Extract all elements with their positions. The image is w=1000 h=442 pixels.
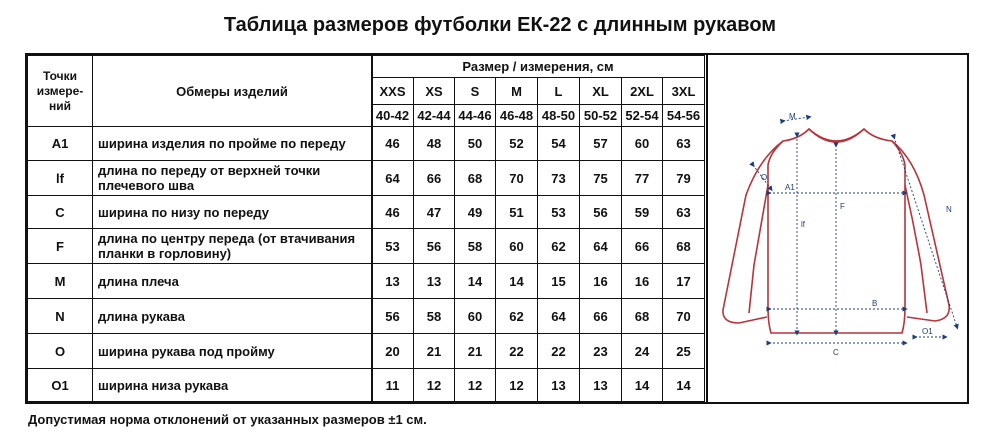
value-cell: 66 <box>622 229 663 264</box>
value-cell: 60 <box>455 299 496 334</box>
tolerance-note: Допустимая норма отклонений от указанных размеров ±1 см. <box>28 412 427 427</box>
value-cell: 46 <box>372 127 414 161</box>
value-cell: 64 <box>538 299 580 334</box>
point-cell: N <box>28 299 93 334</box>
value-cell: 62 <box>496 299 538 334</box>
size-header: L <box>538 78 580 105</box>
value-cell: 68 <box>663 229 705 264</box>
diagram-label-a1: A1 <box>785 183 795 192</box>
value-cell: 66 <box>414 161 455 196</box>
table-row <box>28 299 705 334</box>
value-cell: 12 <box>496 369 538 402</box>
point-cell: O <box>28 334 93 369</box>
value-cell: 13 <box>414 264 455 299</box>
diagram-label-c: C <box>833 348 839 357</box>
value-cell: 73 <box>538 161 580 196</box>
value-cell: 52 <box>496 127 538 161</box>
size-header: 3XL <box>663 78 705 105</box>
shirt-diagram <box>709 55 967 402</box>
diagram-divider <box>706 55 708 402</box>
value-cell: 15 <box>538 264 580 299</box>
point-cell: F <box>28 229 93 264</box>
value-cell: 68 <box>455 161 496 196</box>
value-cell: 59 <box>622 196 663 229</box>
value-cell: 24 <box>622 334 663 369</box>
value-cell: 79 <box>663 161 705 196</box>
measure-cell: ширина рукава под пройму <box>93 334 372 369</box>
value-cell: 64 <box>580 229 622 264</box>
value-cell: 70 <box>496 161 538 196</box>
value-cell: 14 <box>455 264 496 299</box>
value-cell: 46 <box>372 196 414 229</box>
size-header: M <box>496 78 538 105</box>
point-cell: lf <box>28 161 93 196</box>
value-cell: 13 <box>372 264 414 299</box>
value-cell: 12 <box>455 369 496 402</box>
size-range-header: 40-42 <box>372 105 414 127</box>
value-cell: 75 <box>580 161 622 196</box>
size-table <box>27 55 705 402</box>
value-cell: 23 <box>580 334 622 369</box>
point-cell: C <box>28 196 93 229</box>
value-cell: 56 <box>372 299 414 334</box>
table-row <box>28 369 705 402</box>
diagram-label-o: O <box>761 173 768 182</box>
value-cell: 66 <box>580 299 622 334</box>
value-cell: 57 <box>580 127 622 161</box>
value-cell: 25 <box>663 334 705 369</box>
value-cell: 60 <box>496 229 538 264</box>
header-point: Точки измере-ний <box>28 56 93 127</box>
size-range-header: 52-54 <box>622 105 663 127</box>
value-cell: 68 <box>622 299 663 334</box>
size-range-header: 44-46 <box>455 105 496 127</box>
table-divider <box>371 55 373 402</box>
diagram-label-o1: O1 <box>922 327 933 336</box>
size-header: XS <box>414 78 455 105</box>
value-cell: 13 <box>580 369 622 402</box>
value-cell: 16 <box>622 264 663 299</box>
size-header: XXS <box>372 78 414 105</box>
value-cell: 63 <box>663 196 705 229</box>
size-range-header: 54-56 <box>663 105 705 127</box>
diagram-label-n: N <box>946 205 952 214</box>
measure-cell: ширина изделия по пройме по переду <box>93 127 372 161</box>
value-cell: 11 <box>372 369 414 402</box>
value-cell: 63 <box>663 127 705 161</box>
value-cell: 77 <box>622 161 663 196</box>
table-row <box>28 196 705 229</box>
value-cell: 58 <box>455 229 496 264</box>
point-cell: M <box>28 264 93 299</box>
size-header: S <box>455 78 496 105</box>
measure-cell: длина по центру переда (от втачивания планки в горловину) <box>93 229 372 264</box>
diagram-label-b: B <box>872 299 878 308</box>
measure-cell: ширина низа рукава <box>93 369 372 402</box>
diagram-label-m: M <box>789 112 796 121</box>
value-cell: 53 <box>372 229 414 264</box>
value-cell: 54 <box>538 127 580 161</box>
size-range-header: 50-52 <box>580 105 622 127</box>
value-cell: 13 <box>538 369 580 402</box>
size-range-header: 42-44 <box>414 105 455 127</box>
point-cell: O1 <box>28 369 93 402</box>
value-cell: 50 <box>455 127 496 161</box>
table-row <box>28 127 705 161</box>
value-cell: 16 <box>580 264 622 299</box>
size-range-header: 46-48 <box>496 105 538 127</box>
value-cell: 21 <box>455 334 496 369</box>
value-cell: 53 <box>538 196 580 229</box>
size-header: 2XL <box>622 78 663 105</box>
measure-cell: длина плеча <box>93 264 372 299</box>
value-cell: 70 <box>663 299 705 334</box>
value-cell: 14 <box>496 264 538 299</box>
size-range-header: 48-50 <box>538 105 580 127</box>
size-header: XL <box>580 78 622 105</box>
value-cell: 14 <box>622 369 663 402</box>
value-cell: 20 <box>372 334 414 369</box>
value-cell: 14 <box>663 369 705 402</box>
header-measure: Обмеры изделий <box>93 56 372 127</box>
diagram-label-lf: lf <box>801 220 805 229</box>
value-cell: 21 <box>414 334 455 369</box>
table-row <box>28 334 705 369</box>
value-cell: 60 <box>622 127 663 161</box>
point-cell: A1 <box>28 127 93 161</box>
measure-cell: длина рукава <box>93 299 372 334</box>
table-row <box>28 161 705 196</box>
value-cell: 56 <box>414 229 455 264</box>
value-cell: 49 <box>455 196 496 229</box>
header-size-group: Размер / измерения, см <box>372 56 705 78</box>
value-cell: 64 <box>372 161 414 196</box>
value-cell: 47 <box>414 196 455 229</box>
table-row <box>28 264 705 299</box>
value-cell: 62 <box>538 229 580 264</box>
value-cell: 22 <box>496 334 538 369</box>
value-cell: 48 <box>414 127 455 161</box>
value-cell: 22 <box>538 334 580 369</box>
table-row <box>28 229 705 264</box>
measure-cell: ширина по низу по переду <box>93 196 372 229</box>
value-cell: 12 <box>414 369 455 402</box>
value-cell: 17 <box>663 264 705 299</box>
measure-cell: длина по переду от верхней точки плечевого шва <box>93 161 372 196</box>
value-cell: 51 <box>496 196 538 229</box>
page-title: Таблица размеров футболки ЕК-22 с длинным рукавом <box>223 14 777 36</box>
value-cell: 56 <box>580 196 622 229</box>
value-cell: 58 <box>414 299 455 334</box>
diagram-label-f: F <box>840 202 845 211</box>
